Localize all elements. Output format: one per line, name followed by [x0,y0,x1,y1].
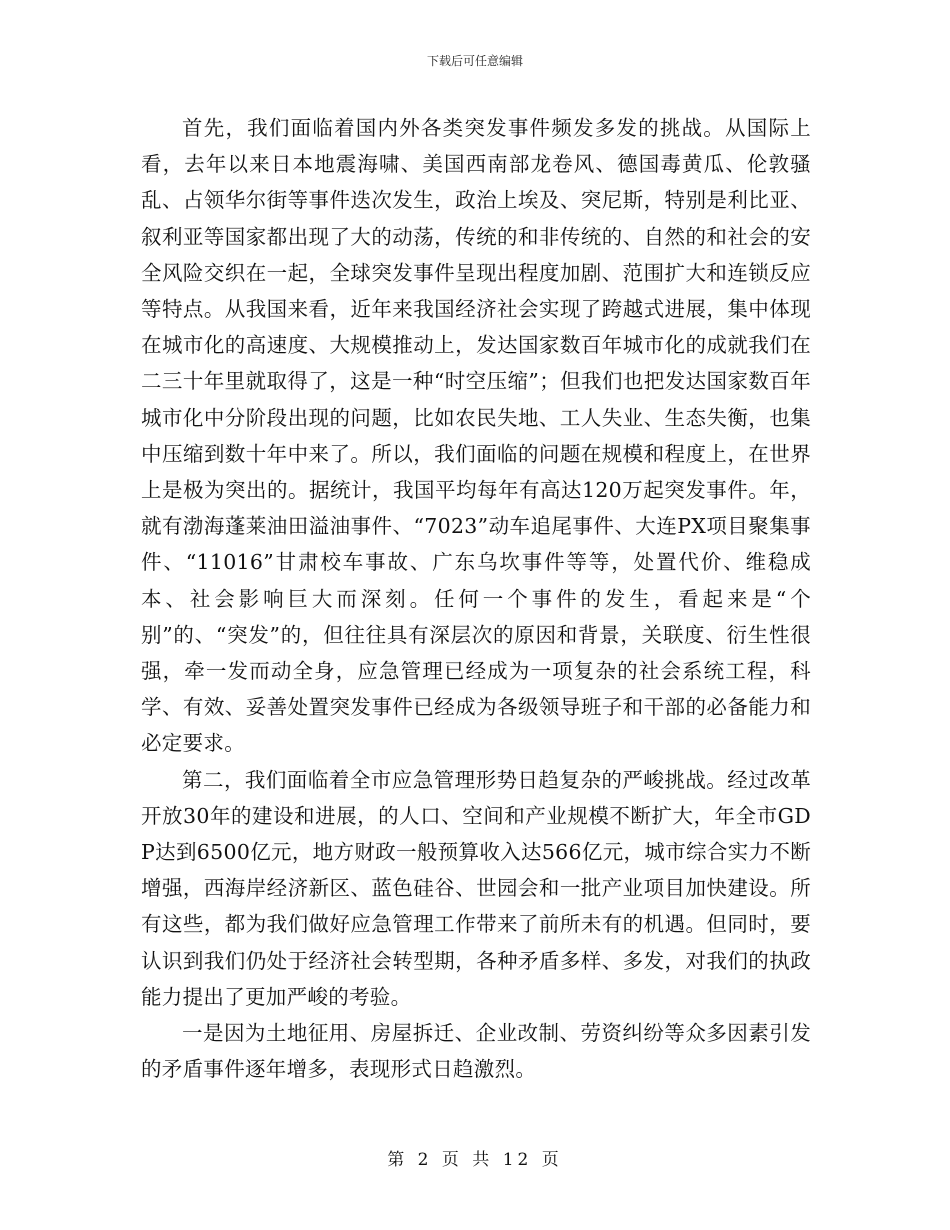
page-number-footer: 第 2 页 共 12 页 [387,1150,563,1170]
document-body [141,110,811,1087]
paragraph-point-one: 一是因为土地征用、房屋拆迁、企业改制、劳资纠纷等众多因素引发的矛盾事件逐年增多，表现形式日趋激烈。 [141,1021,811,1082]
paragraph-second-challenge: 第二，我们面临着全市应急管理形势日趋复杂的严峻挑战。经过改革开放30年的建设和进展，的人口、空间和产业规模不断扩大，年全市GDP达到6500亿元，地方财政一般预算收入达566亿元，城市综合实力不断增强，西海岸经济新区、蓝色硅谷、世园会和一批产业项目加快建设。所有这些，都为我们做好应急管理工作带来了前所未有的机遇。但同时，要认识到我们仍处于经济社会转型期，各种矛盾多样、多发，对我们的执政能力提出了更加严峻的考验。 [141,767,811,1009]
paragraph-first-challenge: 首先，我们面临着国内外各类突发事件频发多发的挑战。从国际上看，去年以来日本地震海啸、美国西南部龙卷风、德国毒黄瓜、伦敦骚乱、占领华尔街等事件迭次发生，政治上埃及、突尼斯，特别是利比亚、叙利亚等国家都出现了大的动荡，传统的和非传统的、自然的和社会的安全风险交织在一起，全球突发事件呈现出程度加剧、范围扩大和连锁反应等特点。从我国来看，近年来我国经济社会实现了跨越式进展，集中体现在城市化的高速度、大规模推动上，发达国家数百年城市化的成就我们在二三十年里就取得了，这是一种“时空压缩”；但我们也把发达国家数百年城市化中分阶段出现的问题，比如农民失地、工人失业、生态失衡，也集中压缩到数十年中来了。所以，我们面临的问题在规模和程度上，在世界上是极为突出的。据统计，我国平均每年有高达120万起突发事件。年，就有渤海蓬莱油田溢油事件、“7023”动车追尾事件、大连PX项目聚集事件、“11016”甘肃校车事故、广东乌坎事件等等，处置代价、维稳成本、社会影响巨大而深刻。任何一个事件的发生，看起来是“个别”的、“突发”的，但往往具有深层次的原因和背景，关联度、衍生性很强，牵一发而动全身，应急管理已经成为一项复杂的社会系统工程，科学、有效、妥善处置突发事件已经成为各级领导班子和干部的必备能力和必定要求。 [141,116,811,756]
page-header-note: 下载后可任意编辑 [426,54,523,68]
